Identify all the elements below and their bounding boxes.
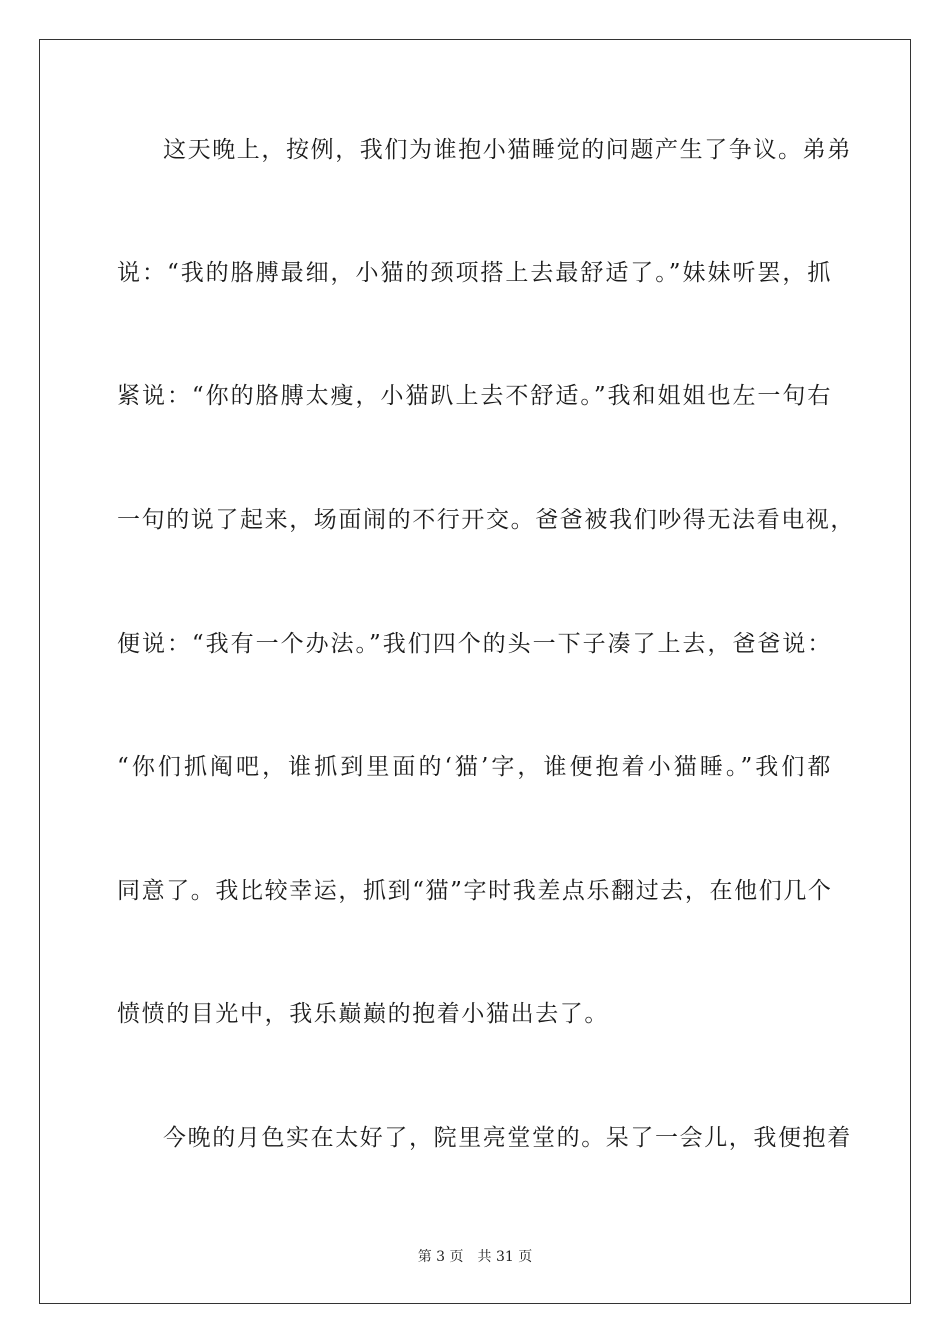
page-footer bbox=[0, 1248, 950, 1266]
page-border bbox=[39, 39, 911, 1304]
total-pages: 共 31 页 bbox=[477, 1249, 533, 1265]
paragraph-line-6: “你们抓阄吧，谁抓到里面的‘猫’字，谁便抱着小猫睡。”我们都 bbox=[117, 754, 832, 780]
paragraph-line-3: 紧说：“你的胳膊太瘦，小猫趴上去不舒适。”我和姐姐也左一句右 bbox=[117, 383, 832, 409]
paragraph-line-7: 同意了。我比较幸运，抓到“猫”字时我差点乐翻过去，在他们几个 bbox=[117, 878, 833, 904]
paragraph-line-1: 这天晚上，按例，我们为谁抱小猫睡觉的问题产生了争议。弟弟 bbox=[163, 137, 852, 163]
paragraph-line-8: 愤愤的目光中，我乐巅巅的抱着小猫出去了。 bbox=[117, 1001, 609, 1027]
paragraph-line-5: 便说：“我有一个办法。”我们四个的头一下子凑了上去，爸爸说： bbox=[117, 631, 832, 657]
paragraph-line-4: 一句的说了起来，场面闹的不行开交。爸爸被我们吵得无法看电视， bbox=[117, 507, 855, 533]
page-number: 第 3 页 bbox=[417, 1249, 464, 1265]
paragraph-line-2: 说：“我的胳膊最细，小猫的颈项搭上去最舒适了。”妹妹听罢，抓 bbox=[117, 260, 832, 286]
paragraph-line-9: 今晚的月色实在太好了，院里亮堂堂的。呆了一会儿，我便抱着 bbox=[163, 1125, 852, 1151]
